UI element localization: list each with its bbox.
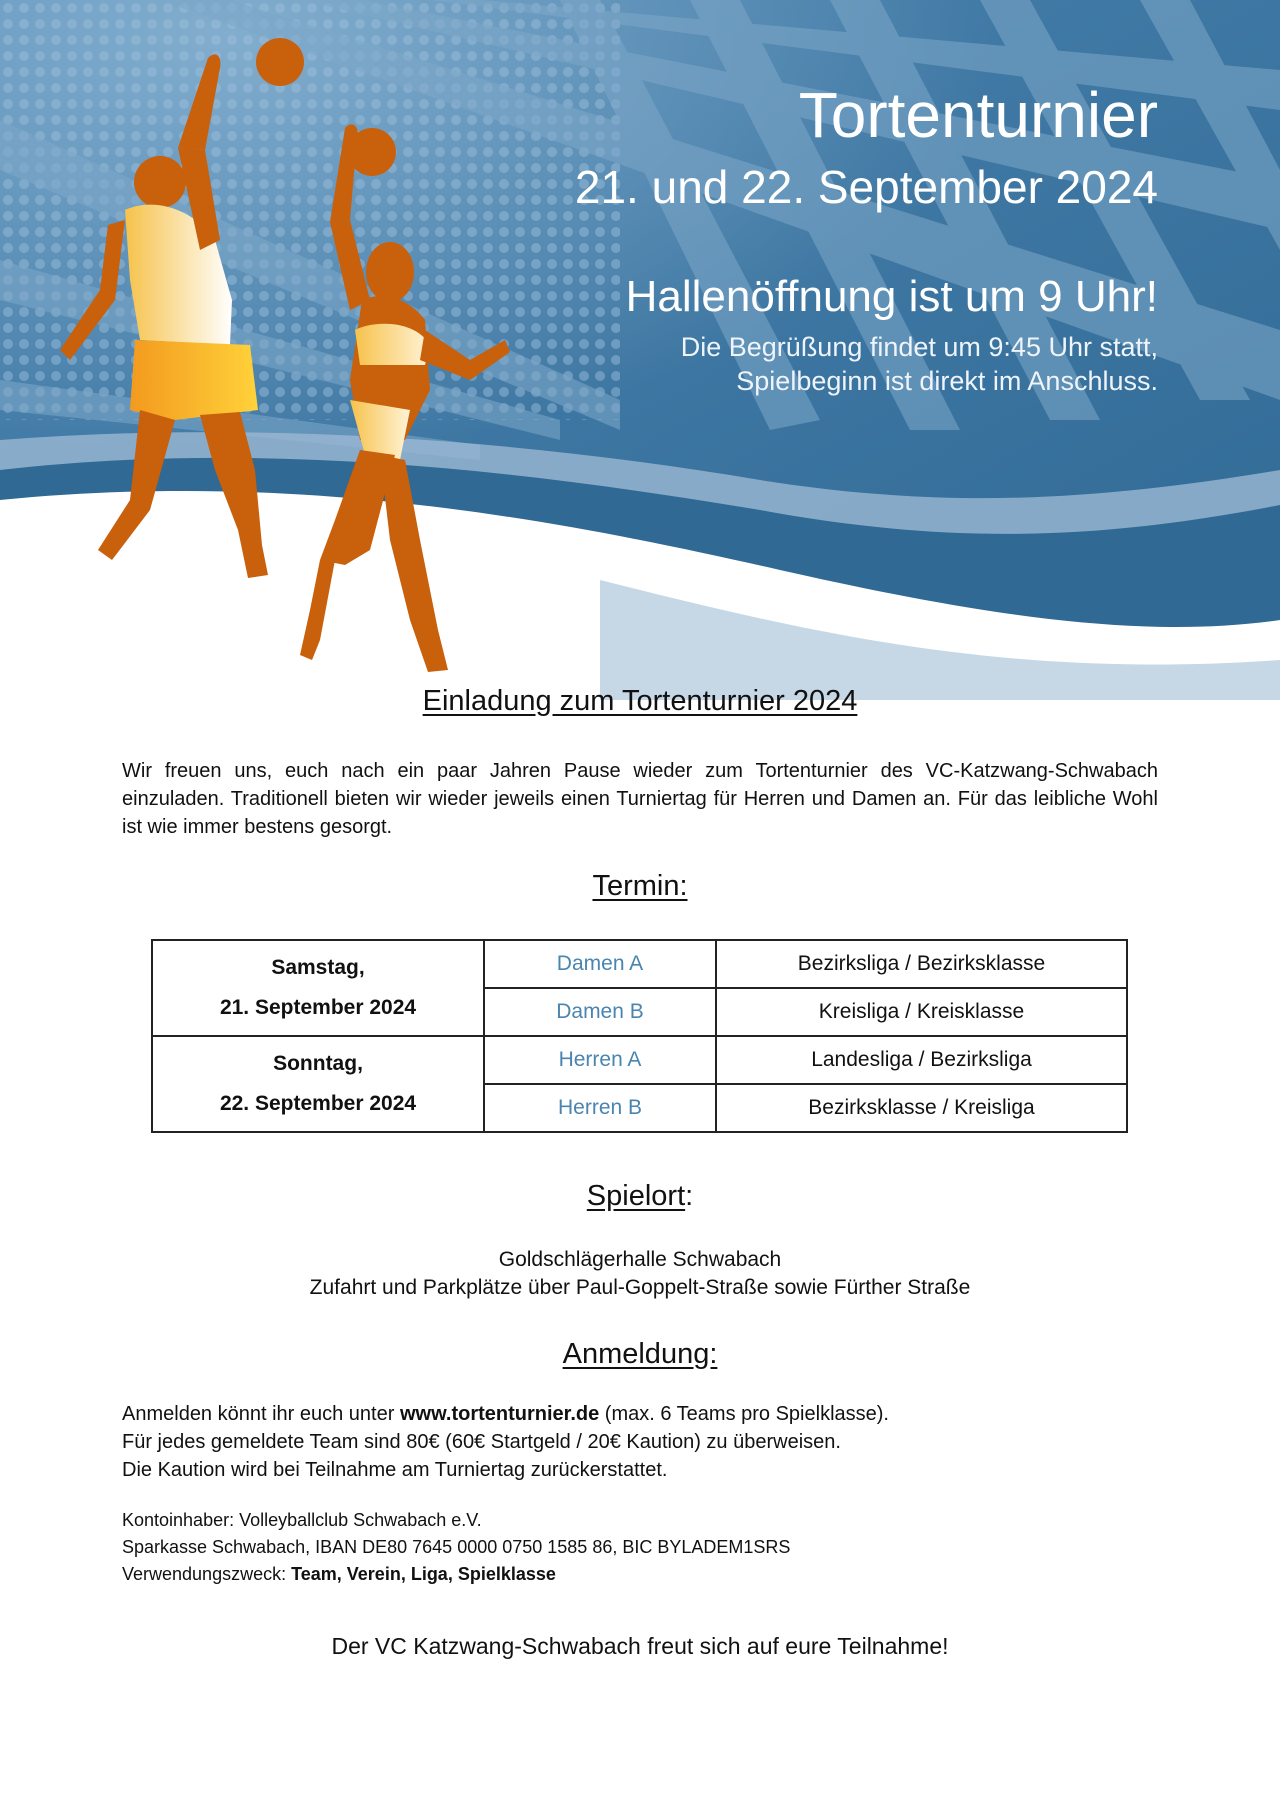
bank-details [122,1507,1158,1588]
venue-heading [0,1180,1280,1213]
hall-opening-time: Hallenöffnung ist um 9 Uhr! [625,272,1158,321]
payment-purpose-value: Team, Verein, Liga, Spielklasse [291,1564,556,1584]
day-cell-sunday [152,1036,484,1132]
schedule-table [151,939,1128,1133]
registration-line-1 [122,1400,1158,1428]
registration-line-3: Die Kaution wird bei Teilnahme am Turniertag zurückerstattet. [122,1459,668,1481]
schedule-heading-text: Termin: [592,870,688,902]
venue-name: Goldschlägerhalle Schwabach [498,1248,782,1271]
venue-heading-colon: : [685,1180,694,1212]
registration-info [122,1400,1158,1484]
venue-access: Zufahrt und Parkplätze über Paul-Goppelt-Straße sowie Fürther Straße [309,1276,971,1299]
team-cell: Damen A [484,940,716,988]
league-cell: Landesliga / Bezirksliga [716,1036,1127,1084]
schedule-row [152,1036,1127,1084]
greeting-line-2: Spielbeginn ist direkt im Anschluss. [736,366,1158,396]
team-cell: Damen B [484,988,716,1036]
account-holder: Kontoinhaber: Volleyballclub Schwabach e.V. [122,1510,482,1530]
invitation-heading [0,685,1280,718]
league-cell: Kreisliga / Kreisklasse [716,988,1127,1036]
team-cell: Herren A [484,1036,716,1084]
tournament-dates: 21. und 22. September 2024 [574,161,1158,213]
registration-prefix: Anmelden könnt ihr euch unter [122,1403,400,1425]
league-cell: Bezirksklasse / Kreisliga [716,1084,1127,1132]
greeting-line-1: Die Begrüßung findet um 9:45 Uhr statt, [680,332,1158,362]
day-name: Sonntag, [273,1052,363,1075]
league-cell: Bezirksliga / Bezirksklasse [716,940,1127,988]
invitation-text: Wir freuen uns, euch nach ein paar Jahren Pause wieder zum Tortenturnier des VC-Katzwang-Schwabach einzuladen. Traditionell bieten wir wieder jeweils einen Turniertag für Herren und Damen an. Für das leibliche Wohl ist wie immer bestens gesorgt. [122,760,1158,838]
account-details: Sparkasse Schwabach, IBAN DE80 7645 0000 0750 1585 86, BIC BYLADEM1SRS [122,1537,791,1557]
day-name: Samstag, [271,956,365,979]
day-cell-saturday [152,940,484,1036]
invitation-heading-text: Einladung zum Tortenturnier 2024 [422,685,858,717]
venue-info [122,1246,1158,1302]
day-date: 22. September 2024 [219,1092,417,1115]
team-cell: Herren B [484,1084,716,1132]
registration-heading-text: Anmeldung: [562,1338,718,1370]
payment-purpose [122,1561,1158,1588]
registration-heading [0,1338,1280,1371]
day-date: 21. September 2024 [219,996,417,1019]
registration-url-link[interactable]: www.tortenturnier.de [399,1403,600,1425]
schedule-row [152,940,1127,988]
greeting-info [681,330,1158,398]
registration-suffix: (max. 6 Teams pro Spielklasse). [599,1403,889,1425]
schedule-heading [0,870,1280,903]
closing-message: Der VC Katzwang-Schwabach freut sich auf eure Teilnahme! [331,1633,949,1659]
registration-line-2: Für jedes gemeldete Team sind 80€ (60€ Startgeld / 20€ Kaution) zu überweisen. [122,1431,841,1453]
tournament-title: Tortenturnier [798,79,1158,151]
venue-heading-text: Spielort [586,1180,686,1212]
payment-purpose-label: Verwendungszweck: [122,1564,292,1584]
